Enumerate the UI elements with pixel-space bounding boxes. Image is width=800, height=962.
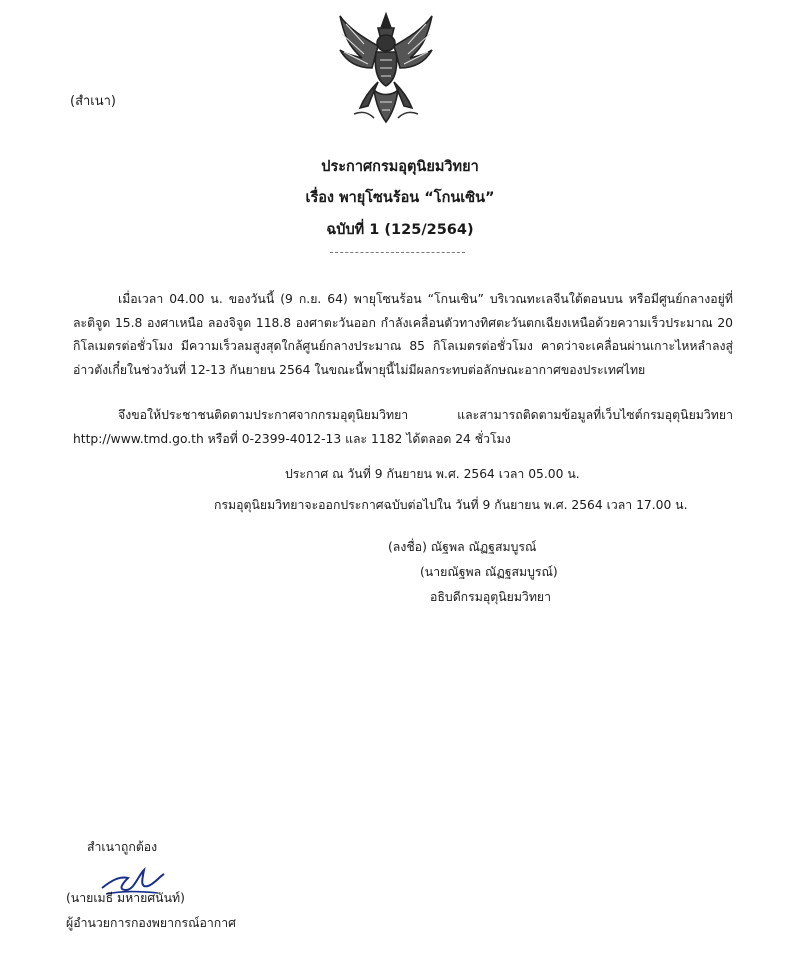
signatory-position: อธิบดีกรมอุตุนิยมวิทยา — [430, 590, 552, 604]
garuda-emblem-icon — [334, 10, 438, 126]
body-paragraph-2: จึงขอให้ประชาชนติดตามประกาศจากกรมอุตุนิยมวิทยา และสามารถติดตามข้อมูลที่เว็บไซต์กรมอุตุนิยมวิทยา http://www.tmd.go.th หรือที่ 0-2399-4012-13 และ 1182 ได้ตลอด 24 ชั่วโมง — [73, 408, 733, 446]
divider — [330, 252, 465, 253]
announcement-date: ประกาศ ณ วันที่ 9 กันยายน พ.ศ. 2564 เวลา 05.00 น. — [285, 467, 580, 481]
announcement-subject: เรื่อง พายุโซนร้อน “โกนเซิน” — [305, 190, 495, 206]
certified-copy-label: สำเนาถูกต้อง — [87, 840, 158, 854]
certifier-position: ผู้อำนวยการกองพยากรณ์อากาศ — [66, 916, 236, 930]
announcement-number: ฉบับที่ 1 (125/2564) — [326, 222, 474, 238]
signatory-name: (นายณัฐพล ณัฏฐสมบูรณ์) — [420, 565, 558, 579]
body-paragraph-1: เมื่อเวลา 04.00 น. ของวันนี้ (9 ก.ย. 64) พายุโซนร้อน “โกนเซิน” บริเวณทะเลจีนใต้ตอนบน หรือมีศูนย์กลางอยู่ที่ละติจูด 15.8 องศาเหนือ ลองจิจูด 118.8 องศาตะวันออก กำลังเคลื่อนตัวทางทิศตะวันตกเฉียงเหนือด้วยความเร็วประมาณ 20 กิโลเมตรต่อชั่วโมง มีความเร็วลมสูงสุดใกล้ศูนย์กลางประมาณ 85 กิโลเมตรต่อชั่วโมง คาดว่าจะเคลื่อนผ่านเกาะไหหลำลงสู่อ่าวตังเกี๋ยในช่วงวันที่ 12-13 กันยายน 2564 ในขณะนี้พายุนี้ไม่มีผลกระทบต่อลักษณะอากาศของประเทศไทย — [73, 292, 733, 377]
next-issue-note: กรมอุตุนิยมวิทยาจะออกประกาศฉบับต่อไปใน วันที่ 9 กันยายน พ.ศ. 2564 เวลา 17.00 น. — [214, 498, 688, 512]
certifier-name: (นายเมธี มหายศนันท์) — [66, 891, 185, 905]
copy-label: (สำเนา) — [70, 94, 117, 109]
announcement-title: ประกาศกรมอุตุนิยมวิทยา — [321, 159, 479, 175]
signature-line: (ลงชื่อ) ณัฐพล ณัฏฐสมบูรณ์ — [388, 540, 537, 554]
